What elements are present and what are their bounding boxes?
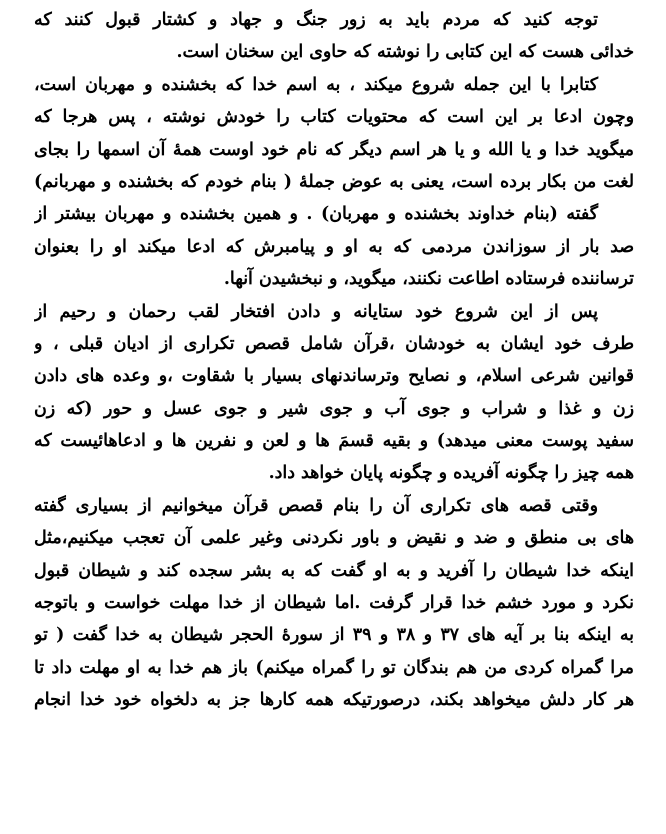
text-line: های بی منطق و ضد و نقیض و باور نکردنی وغیر علمی آن تعجب میکنیم،مثل <box>34 528 634 549</box>
text-line: گفته (بنام خداوند بخشنده و مهربان) . و همین بخشنده و مهربان بیشتر از <box>34 204 598 225</box>
text-line: لغت من بکار برده است، یعنی به عوض جملهٔ ( بنام خودم که بخشنده و مهربانم) <box>34 171 634 192</box>
text-line: پس از این شروع خود ستایانه و دادن افتخار لقب رحمان و رحیم از <box>34 301 598 322</box>
text-line: همه چیز را چگونه آفریده و چگونه پایان خواهد داد. <box>268 463 634 484</box>
text-line: مرا گمراه کردی من هم بندگان تو را گمراه میکنم) باز هم خدا به او مهلت داد تا <box>34 657 634 678</box>
text-line: طرف خود ایشان به خودشان ،قرآن شامل قصص تکراری از ادیان قبلی ، و <box>34 333 634 354</box>
text-line: کتابرا با این جمله شروع میکند ، به اسم خدا که بخشنده و مهربان است، <box>34 74 598 95</box>
text-line: صد بار از سوزاندن مردمی که به او و پیامبرش که ادعا میکند او را بعنوان <box>34 236 634 257</box>
text-line: توجه کنید که مردم باید به زور جنگ و جهاد و کشتار قبول کنند که <box>34 10 598 30</box>
text-line: زن و غذا و شراب و جوی آب و جوی شیر و جوی عسل و حور (که زن <box>34 398 634 419</box>
text-line: به اینکه بنا بر آیه های ۳۷ و ۳۸ و ۳۹ از سورهٔ الحجر شیطان به خدا گفت ( تو <box>34 625 634 646</box>
text-line: وچون ادعا بر این است که محتویات کتاب را خودش نوشته ، پس هرجا که <box>34 107 634 128</box>
text-line: خدائی هست که این کتابی را نوشته که حاوی این سخنان است. <box>176 42 634 63</box>
text-line: هر کار دلش میخواهد بکند، درصورتیکه همه کارها جز به دلخواه خود خدا انجام <box>34 690 634 711</box>
text-line: اینکه خدا شیطان را آفرید و به او گفت که به بشر سجده کند و شیطان قبول <box>34 560 634 581</box>
text-line: ترساننده فرستاده اطاعت نکنند، میگوید، و نبخشیدن آنها. <box>223 269 634 290</box>
text-line: سفید پوست معنی میدهد) و بقیه قسمَ ها و لعن و نفرین ها و ادعاهائیست که <box>34 431 634 452</box>
body-text <box>34 4 634 717</box>
text-line: میگوید خدا و یا الله و یا هر اسم دیگر که نام خود اوست همهٔ آن اسمها را بجای <box>34 139 634 160</box>
text-line: وقتی قصه های تکراری آن را بنام قصص قرآن میخوانیم از بسیاری گفته <box>34 495 598 516</box>
text-line: نکرد و مورد خشم خدا قرار گرفت .اما شیطان از خدا مهلت خواست و باتوجه <box>34 593 634 614</box>
text-line: قوانین شرعی اسلام، و نصایح وترساندنهای بسیار با شقاوت ،و وعده های دادن <box>34 366 634 387</box>
